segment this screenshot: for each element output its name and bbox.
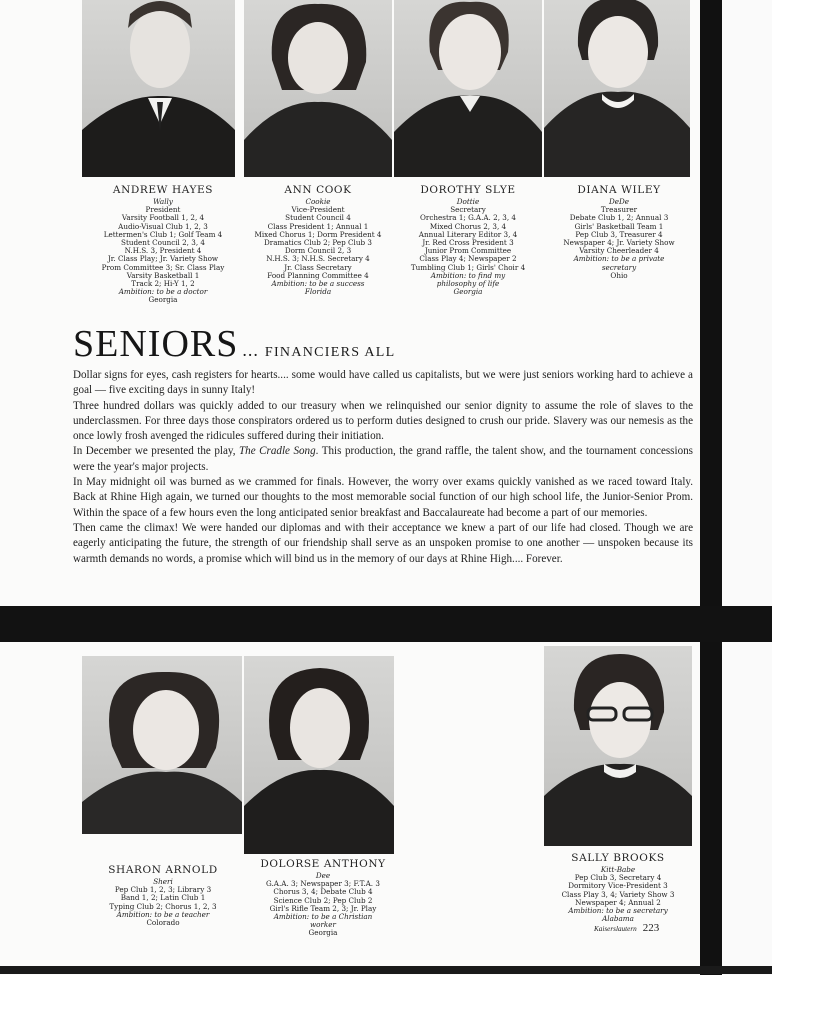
play-title: The Cradle Song [239, 445, 316, 458]
activity-line: Dormitory Vice-President 3 [568, 881, 668, 891]
paragraph: Three hundred dollars was quickly added to our treasury when we relinquished our senior dignity to assume the role of slaves to the underclassmen. For three days those conspirators ordered us to perform duties designed to crush our pride. Slavery was our nemesis as the once lowly frosh avenged the ridicules suffered during their initiation. [73, 399, 693, 443]
senior-home: Colorado [146, 918, 180, 928]
activity-line: Mixed Chorus 2, 3, 4 [429, 221, 507, 231]
page-number: 223 [642, 922, 660, 934]
senior-home: Georgia [148, 295, 178, 305]
heading-main: SENIORS [73, 323, 239, 365]
activity-line: Typing Club 2; Chorus 1, 2, 3 [109, 901, 217, 911]
vertical-binding-bar [700, 0, 722, 975]
senior-nickname: Dottie [456, 197, 480, 206]
activity-line: Tumbling Club 1; Girls' Choir 4 [410, 262, 526, 272]
activity-line: Lettermen's Club 1; Golf Team 4 [103, 229, 223, 239]
article-body [73, 368, 693, 567]
portrait-photo [394, 0, 542, 177]
senior-caption [80, 864, 246, 927]
activity-line: Junior Prom Committee [424, 246, 512, 256]
activity-line: Annual Literary Editor 3, 4 [418, 229, 518, 239]
senior-ambition: Ambition: to be a doctor [118, 287, 208, 297]
portrait-illustration [394, 0, 542, 177]
activity-line: Pep Club 3, Secretary 4 [574, 873, 662, 883]
activity-line: Dorm Council 2, 3 [284, 246, 352, 256]
portrait-photo [544, 0, 690, 177]
senior-ambition: Ambition: to be a success [271, 279, 365, 289]
activity-line: Pep Club 3, Treasurer 4 [575, 229, 663, 239]
senior-ambition: Ambition: to be a Christian worker [273, 912, 373, 930]
portrait-illustration [82, 0, 235, 177]
activity-line: Jr. Class Play; Jr. Variety Show [107, 254, 219, 264]
senior-caption [238, 184, 398, 296]
page-footer [594, 922, 659, 934]
activity-line: Pep Club 1, 2, 3; Library 3 [114, 885, 212, 895]
activity-line: Track 2; Hi-Y 1, 2 [131, 279, 195, 289]
right-page-edge [722, 0, 772, 975]
activity-line: Food Planning Committee 4 [267, 270, 369, 280]
activity-line: Prom Committee 3; Sr. Class Play [101, 262, 225, 272]
activity-line: Debate Club 1, 2; Annual 3 [569, 213, 669, 223]
heading-dots: ... [242, 340, 259, 360]
senior-caption [240, 858, 406, 938]
paragraph: Then came the climax! We were handed our diplomas and with their acceptance we knew a part of our life had closed. Though we are eagerly anticipating the future, the strength of our friendship shall serve as an unspoken promise to one another — unspoken because its warmth demands no words, a promise which will bind us in the memory of our days at Rhine High.... Forever. [73, 521, 693, 565]
activity-line: Student Council 4 [285, 213, 351, 223]
senior-name: SALLY BROOKS [571, 852, 665, 864]
senior-home: Georgia [308, 928, 338, 938]
senior-nickname: DeDe [608, 197, 630, 206]
paragraph-text: . This production, the grand raffle, the talent show, and the tournament concessions were the year's major projects. [73, 445, 693, 473]
senior-ambition: Ambition: to be a secretary [568, 906, 668, 916]
activity-line: Band 1, 2; Latin Club 1 [120, 893, 206, 903]
senior-home: Alabama [602, 914, 634, 924]
activity-line: Class Play 3, 4; Variety Show 3 [561, 889, 675, 899]
activity-line: Girl's Rifle Team 2, 3; Jr. Play [269, 903, 377, 913]
senior-caption [540, 852, 696, 923]
portrait-illustration [82, 656, 242, 834]
activity-line: G.A.A. 3; Newspaper 3; F.T.A. 3 [266, 879, 380, 889]
senior-name: DOROTHY SLYE [420, 184, 516, 196]
activity-line: Vice-President [291, 205, 345, 215]
activity-line: N.H.S. 3, President 4 [124, 246, 202, 256]
portrait-photo [244, 0, 392, 177]
paragraph: Dollar signs for eyes, cash registers for hearts.... some would have called us capitalists, but we were just seniors working hard to achieve a goal — five exciting days in sunny Italy! [73, 369, 693, 397]
horizontal-divider-bar [0, 606, 772, 642]
portrait-photo [544, 646, 692, 846]
activity-line: Mixed Chorus 1; Dorm President 4 [254, 229, 382, 239]
senior-name: SHARON ARNOLD [108, 864, 218, 876]
activity-line: Student Council 2, 3, 4 [121, 238, 205, 248]
portrait-photo [82, 0, 235, 177]
senior-nickname: Sheri [153, 877, 173, 886]
senior-home: Florida [304, 287, 332, 297]
senior-name: DIANA WILEY [577, 184, 661, 196]
senior-nickname: Dee [315, 871, 331, 880]
senior-nickname: Kitt-Babe [600, 865, 636, 874]
senior-caption [78, 184, 248, 305]
activity-line: Audio-Visual Club 1, 2, 3 [118, 221, 208, 231]
paragraph: In May midnight oil was burned as we crammed for finals. However, the worry over exams quickly vanished as we raced toward Italy. Back at Rhine High again, we turned our thoughts to the most memorable social function of our high school life, the Junior-Senior Prom. Within the space of a few hours even the long anticipated senior breakfast and Baccalaureate had become a part of our memories. [73, 476, 693, 519]
activity-line: Varsity Football 1, 2, 4 [121, 213, 205, 223]
senior-ambition: Ambition: to find my philosophy of life [430, 270, 506, 289]
portrait-illustration [244, 656, 394, 854]
bottom-edge-bar [0, 966, 772, 974]
activity-line: Dramatics Club 2; Pep Club 3 [264, 238, 372, 248]
activity-line: Orchestra 1; G.A.A. 2, 3, 4 [420, 213, 516, 223]
senior-home: Ohio [610, 270, 628, 280]
senior-name: ANN COOK [284, 184, 352, 196]
senior-ambition: Ambition: to be a private secretary [573, 254, 665, 272]
senior-name: ANDREW HAYES [112, 184, 214, 196]
paragraph-text: In December we presented the play, [73, 445, 239, 458]
activity-line: Varsity Cheerleader 4 [579, 246, 659, 256]
activity-line: Secretary [450, 205, 486, 215]
paragraph [73, 444, 693, 475]
activity-line: Varsity Basketball 1 [126, 270, 200, 280]
portrait-illustration [544, 646, 692, 846]
portrait-illustration [544, 0, 690, 177]
activity-line: Class Play 4; Newspaper 2 [419, 254, 517, 264]
senior-home: Georgia [453, 287, 483, 297]
senior-nickname: Cookie [305, 197, 331, 206]
senior-nickname: Wally [153, 197, 173, 206]
senior-caption [392, 184, 544, 296]
activity-line: Newspaper 4; Annual 2 [575, 897, 661, 907]
activity-line: Jr. Class Secretary [284, 262, 352, 272]
portrait-photo [244, 656, 394, 854]
activity-line: President [145, 205, 181, 215]
activity-line: Jr. Red Cross President 3 [422, 238, 514, 248]
footer-place: Kaiserslautern [594, 925, 637, 933]
activity-line: Newspaper 4; Jr. Variety Show [563, 238, 675, 248]
activity-line: Chorus 3, 4; Debate Club 4 [273, 887, 373, 897]
senior-caption [546, 184, 692, 280]
portrait-illustration [244, 0, 392, 177]
activity-line: N.H.S. 3; N.H.S. Secretary 4 [266, 254, 370, 264]
senior-ambition: Ambition: to be a teacher [116, 909, 210, 919]
activity-line: Class President 1; Annual 1 [267, 221, 369, 231]
heading-subtitle: FINANCIERS ALL [264, 345, 396, 360]
section-heading [73, 322, 693, 366]
senior-name: DOLORSE ANTHONY [260, 858, 386, 870]
activity-line: Girls' Basketball Team 1 [574, 221, 664, 231]
portrait-photo [82, 656, 242, 834]
activity-line: Treasurer [600, 205, 638, 215]
activity-line: Science Club 2; Pep Club 2 [273, 895, 373, 905]
